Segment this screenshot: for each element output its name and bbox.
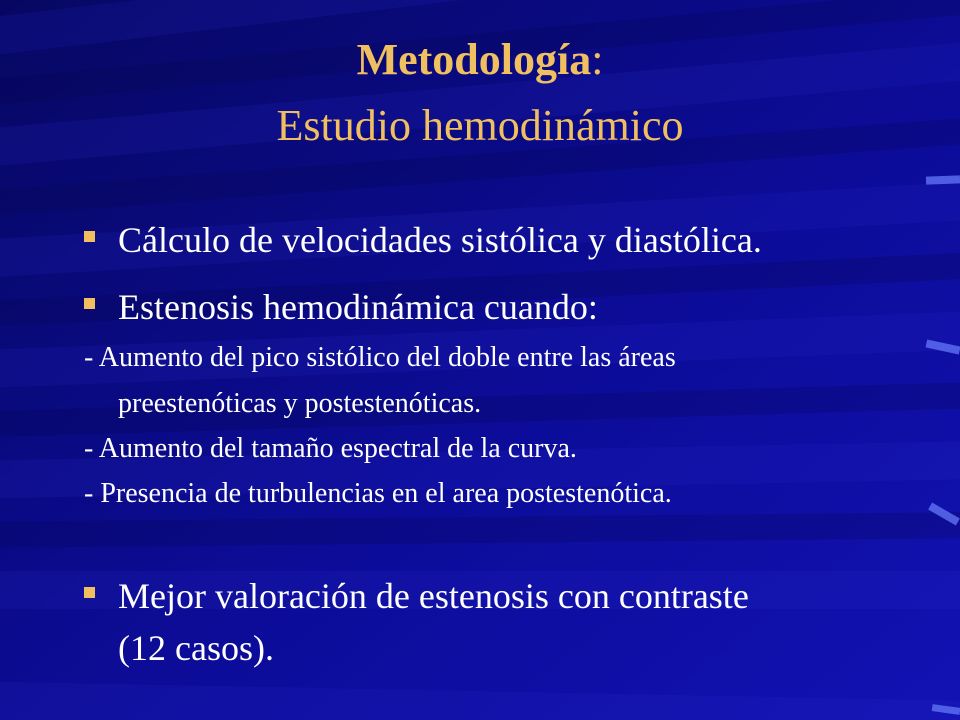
bullet-item-contrast-continuation: (12 casos). xyxy=(118,628,274,668)
square-bullet-icon xyxy=(84,298,95,309)
square-bullet-icon xyxy=(84,231,95,242)
slide-subtitle: Estudio hemodinámico xyxy=(276,101,684,150)
criteria-item-peak-continuation: preestenóticas y postestenóticas. xyxy=(118,388,482,419)
criteria-item-turbulence: - Presencia de turbulencias en el area postestenótica. xyxy=(84,478,672,509)
slide-title xyxy=(0,34,960,86)
title-colon: : xyxy=(591,35,604,84)
criteria-item-peak: - Aumento del pico sistólico del doble entre las áreas xyxy=(84,342,676,373)
bullet-text: Mejor valoración de estenosis con contraste xyxy=(118,576,749,616)
bullet-text: Estenosis hemodinámica cuando: xyxy=(118,287,598,327)
title-bold-part: Metodología xyxy=(356,35,592,84)
bullet-text: Cálculo de velocidades sistólica y diastólica. xyxy=(118,220,762,260)
square-bullet-icon xyxy=(84,587,95,598)
criteria-item-spectral: - Aumento del tamaño espectral de la curva. xyxy=(84,433,577,464)
